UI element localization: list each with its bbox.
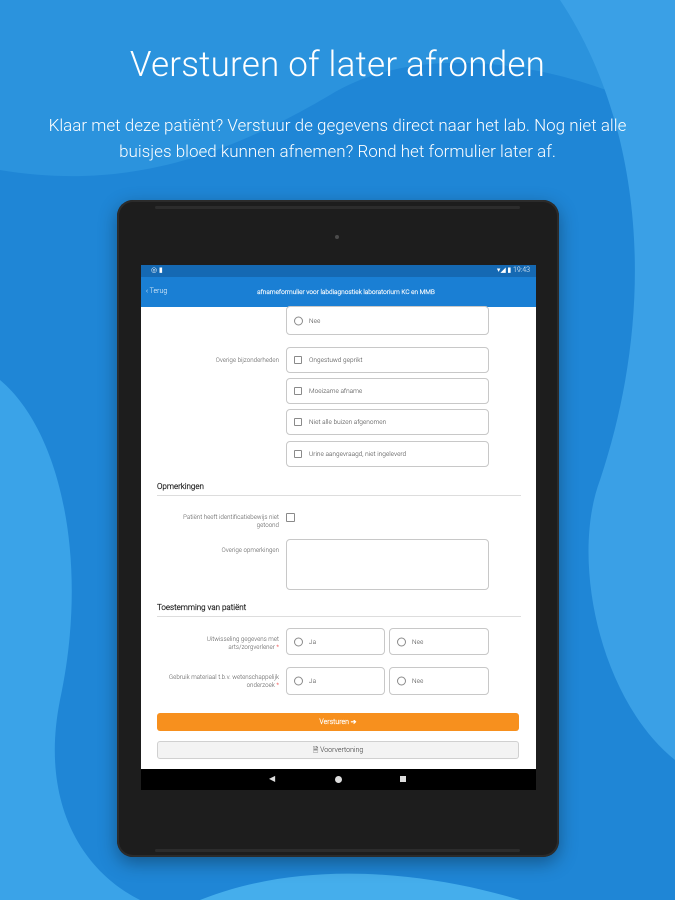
gebruik-text: Gebruik materiaal t.b.v. wetenschappelijk onderzoek: [168, 673, 279, 689]
overige-opmerkingen-label: Overige opmerkingen: [221, 546, 279, 554]
nav-back-icon[interactable]: ◀: [269, 774, 276, 783]
uitwisseling-label: [161, 635, 279, 651]
required-marker: *: [276, 643, 279, 651]
option-label: Nee: [412, 677, 424, 685]
option-label: Ongestuwd geprikt: [309, 356, 363, 364]
checkbox-niet-alle-buizen[interactable]: [286, 409, 489, 435]
id-checkbox[interactable]: [286, 513, 295, 522]
radio-icon: [294, 316, 303, 325]
tablet-screen: [141, 265, 536, 790]
status-right-info: ▾◢ ▮ 19:43: [496, 266, 530, 274]
required-marker: *: [276, 681, 279, 689]
checkbox-icon: [294, 418, 302, 426]
back-button[interactable]: ‹ Terug: [146, 287, 168, 295]
option-label: Urine aangevraagd, niet ingeleverd: [309, 450, 407, 458]
app-title: afnameformulier voor labdiagnostiek laboratorium KC en MMB: [257, 288, 435, 296]
gebruik-nee[interactable]: [389, 667, 489, 695]
gebruik-ja[interactable]: [286, 667, 385, 695]
checkbox-icon: [294, 356, 302, 364]
uitwisseling-nee[interactable]: [389, 628, 489, 655]
uitwisseling-ja[interactable]: [286, 628, 385, 655]
radio-icon: [294, 677, 303, 686]
nav-recent-apps-icon[interactable]: [400, 776, 406, 782]
camera-icon: [335, 235, 339, 239]
nav-home-icon[interactable]: [335, 776, 342, 783]
option-label: Nee: [412, 637, 424, 646]
tablet-bottom-edge: [155, 849, 520, 852]
form-content: [141, 307, 536, 769]
uitwisseling-text: Uitwisseling gegevens met arts/zorgverlener: [206, 635, 279, 651]
toestemming-section-title: Toestemming van patiënt: [157, 603, 521, 617]
android-nav-bar: [141, 769, 536, 790]
option-label: Moeizame afname: [309, 387, 363, 395]
radio-icon: [294, 637, 303, 646]
opmerkingen-section-title: Opmerkingen: [157, 482, 521, 496]
gebruik-label: [161, 673, 279, 689]
radio-icon: [397, 677, 406, 686]
checkbox-urine[interactable]: [286, 441, 489, 467]
radio-option-nee-top[interactable]: [286, 306, 489, 335]
option-label: Ja: [309, 637, 317, 646]
status-left-icons: ◎ ▮: [151, 266, 163, 274]
send-button[interactable]: Versturen ➔: [157, 713, 519, 731]
app-bar: [141, 277, 536, 307]
checkbox-icon: [294, 450, 302, 458]
option-label: Ja: [309, 677, 317, 685]
promo-subtitle: Klaar met deze patiënt? Verstuur de gegevens direct naar het lab. Nog niet alle buisjes bloed kunnen afnemen? Rond het formulier later af.: [48, 116, 627, 162]
option-label: Nee: [309, 316, 321, 325]
checkbox-icon: [294, 387, 302, 395]
radio-icon: [397, 637, 406, 646]
bijzonderheden-label: Overige bijzonderheden: [215, 356, 279, 364]
promo-headline: Versturen of later afronden: [129, 44, 546, 85]
option-label: Niet alle buizen afgenomen: [309, 418, 387, 426]
tablet-top-edge: [155, 206, 520, 209]
preview-button[interactable]: 🗎 Voorvertoning: [157, 741, 519, 759]
checkbox-moeizame[interactable]: [286, 378, 489, 404]
status-bar: [141, 265, 536, 277]
overige-opmerkingen-textarea[interactable]: [286, 539, 489, 590]
id-label: Patiënt heeft identificatiebewijs niet getoond: [183, 513, 279, 529]
checkbox-ongestuwd[interactable]: [286, 347, 489, 373]
